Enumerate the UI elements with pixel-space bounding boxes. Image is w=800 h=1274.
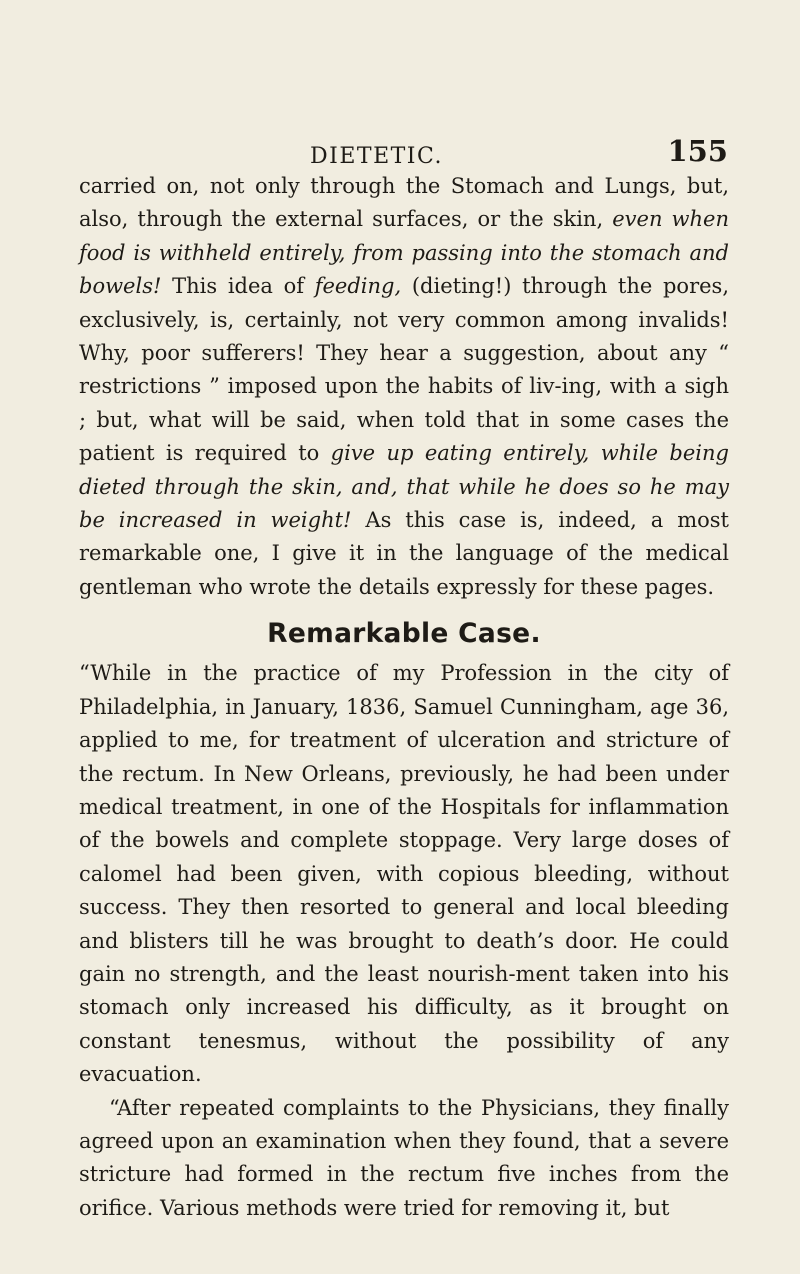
italic-run: give up eating entirely, while being dieted through the skin, and, that while he does so he may be increased in weight!: [79, 441, 729, 533]
text-run: carried on, not only through the Stomach and Lungs, but, also, through the external surfaces, or the skin,: [79, 174, 729, 232]
paragraph-case-intro: “While in the practice of my Profession in the city of Philadelphia, in January, 1836, Samuel Cunningham, age 36, applied to me, for treatment of ulceration and stricture of the rectum. In New Orleans, previously, he had been under medical treatment, in one of the Hospitals for inflammation of the bowels and complete stoppage. Very large doses of calomel had been given, with copious bleeding, without success. They then resorted to general and local bleeding and blisters till he was brought to death’s door. He could gain no strength, and the least nourish-ment taken into his stomach only increased his difficulty, as it brought on constant tenesmus, without the possibility of any evacuation.: [79, 661, 729, 1087]
page-number: 155: [667, 134, 728, 168]
text-run: This idea of: [161, 274, 315, 299]
paragraph-case-continued: “After repeated complaints to the Physicians, they finally agreed upon an examination when they found, that a severe stricture had formed in the rectum five inches from the orifice. Various methods were tried for removing it, but: [79, 1095, 729, 1220]
text-run: As this case is, indeed, a most remarkable one, I give it in the language of the medical gentleman who wrote the details expressly for these pages.: [79, 508, 729, 599]
italic-run: feeding,: [314, 274, 402, 299]
running-title: DIETETIC.: [310, 144, 444, 169]
text-run: (dieting!) through the pores, exclusively, is, certainly, not very common among invalids! Why, poor sufferers! They hear a suggestion, about any “ restrictions ” imposed upon the habits of liv-ing, with a sigh ; but, what will be said, when told that in some cases the patient is required to: [79, 274, 729, 466]
body-text: [79, 170, 729, 1225]
italic-run: even when food is withheld entirely, from passing into the stomach and bowels!: [79, 207, 729, 299]
paragraph-continuation: [79, 170, 729, 604]
running-head: [310, 134, 730, 168]
section-heading: Remarkable Case.: [267, 618, 541, 650]
